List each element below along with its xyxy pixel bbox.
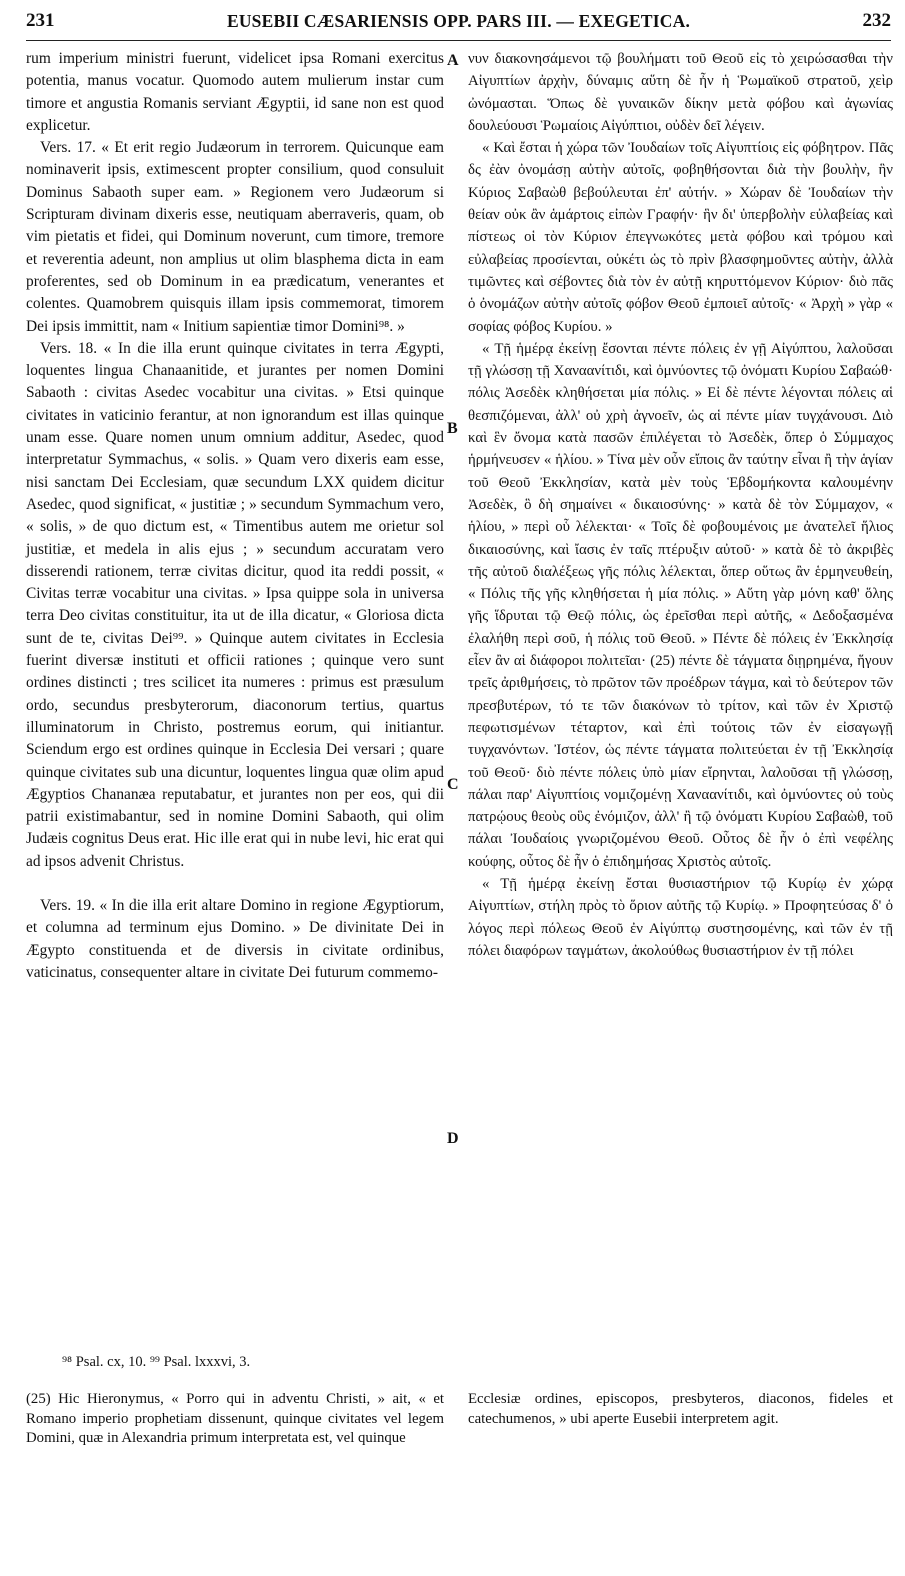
page-number-left: 231 [26, 10, 55, 31]
greek-paragraph: « Τῇ ἡμέρᾳ ἐκείνῃ ἔσται θυσιαστήριον τῷ Κυρίῳ ἐν χώρᾳ Αἰγυπτίων, στήλη πρὸς τὸ ὅριον αὐτῆς τῷ Κυρίῳ. » Προφητεύσας δ' ὁ λόγος περὶ πόλεως Θεοῦ ἐν Αἰγύπτῳ συστησομένης, καὶ τῶν ἐν τῇ πόλει διαφόρων ταγμάτων, ἀκολούθως θυσιαστήριον ἐν τῇ πόλει [468, 875, 893, 959]
greek-paragraph: « Καὶ ἔσται ἡ χώρα τῶν Ἰουδαίων τοῖς Αἰγυπτίοις εἰς φόβητρον. Πᾶς δς ἐὰν ὀνομάσῃ αὐτὴν αὐτοῖς, φοβηθήσονται διὰ τὴν βουλὴν, ἣν Κύριος Σαβαὼθ βεβούλευται ἐπ' αὐτήν. » Χώραν δὲ Ἰουδαίων τὴν θείαν οὐκ ἂν ἁμάρτοις εἰπὼν Γραφήν· ἣν δι' ὑπερβολὴν εὐλαβείας καὶ πίστεως οἱ τὸν Κύριον ἐπεγνωκότες μετὰ φόβου καὶ τρόμου καὶ εὐλαβείας προσίενται, οὐκέτι ὡς τὸ πρὶν βλασφημοῦντες αὐτὴν, ἀλλὰ τιμῶντες καὶ σέβοντες διὰ τὸν ἐν αὐτῇ κηρυττόμενον Κύριον· διὸ πᾶς ὁ ὀνομάζων αὐτὴν αὐτοῖς φόβον Θεοῦ ἐμποιεῖ αὐτοῖς· « Ἀρχὴ » γὰρ « σοφίας φόβος Κυρίου. » [468, 140, 893, 335]
greek-paragraph: νυν διακονησάμενοι τῷ βουλήματι τοῦ Θεοῦ εἰς τὸ χειρώσασθαι τὴν Αἰγυπτίων ἀρχὴν, δύναμις αὕτη δὲ ἦν ἡ Ῥωμαϊκοῦ στρατοῦ, χεὶρ ὠνόμασται. Ὅπως δὲ γυναικῶν δίκην μετὰ φόβου καὶ ἀγωνίας δουλεύουσι Ῥωμαίοις Αἰγύπτιοι, οὐδὲν δεῖ λέγειν. [468, 51, 893, 134]
greek-paragraph: « Τῇ ἡμέρᾳ ἐκείνῃ ἔσονται πέντε πόλεις ἐν γῇ Αἰγύπτου, λαλοῦσαι τῇ γλώσσῃ τῇ Χαναανίτιδι, καὶ ὀμνύοντες τῷ ὀνόματι Κυρίου Σαβαώθ· πόλις Ἀσεδὲκ κληθήσεται μία πόλις. » Εἰ δὲ πέντε λέγονται πόλεις αἱ θεσπιζόμεναι, ἀλλ' οὐ χρὴ ἀγνοεῖν, ὡς αἱ πέντε μίαν τυγχάνουσι. Διὸ καὶ ἓν ὄνομα κατὰ πασῶν ἐπιλέγεται τὸ Ἀσεδὲκ, ὅπερ ὁ Σύμμαχος ἡρμήνευσεν « ἡλίου. » Τίνα μὲν οὖν εἴποις ἂν ταύτην εἶναι ἢ τὴν ἁγίαν τοῦ Θεοῦ Ἐκκλησίαν, κατὰ μὲν τοὺς Ἑβδομήκοντα καλουμένην Ἀσεδὲκ, ὃ δὴ σημαίνει « δικαιοσύνης· » κατὰ δὲ τὸν Σύμμαχον, « ἡλίου, » περὶ οὗ λέλεκται· « Τοῖς δὲ φοβουμένοις με ἀνατελεῖ ἥλιος δικαιοσύνης, καὶ ἴασις ἐν ταῖς πτέρυξιν αὐτοῦ· » κατὰ δὲ τὸ ἀκριβὲς τῆς αὐτοῦ διαλέξεως γῆς πόλις λέλεκται, ὅπερ οὕτως ἂν ἑρμηνευθείη, « Πόλις τῆς γῆς κληθήσεται ἡ μία πόλις. » Αὕτη γὰρ μόνη καθ' ὅλης γῆς ἵδρυται τῷ Θεῷ πόλις, ὡς ἐρεῖσθαι περὶ αὐτῆς, « Δεδοξασμένα ἐλαλήθη περὶ σοῦ, ἡ πόλις τοῦ Θεοῦ. » Πέντε δὲ πόλεις ἐν Ἐκκλησίᾳ εἶεν ἂν αἱ διάφοροι πολιτεῖαι· (25) πέντε δὲ τάγματα διῃρημένα, ἥγουν τρεῖς ἀριθμήσεις, τὸ πρῶτον τῶν προέδρων τάγμα, καὶ τὸ δεύτερον τῶν πρεσβυτέρων, τό τε τῶν διακόνων τὸ τρίτον, καὶ τῶν ἐν Χριστῷ πεφωτισμένων τέταρτον, καὶ ἐπὶ τούτοις τῶν ἐν εἰσαγωγῇ τυγχανόντων. Ἰστέον, ὡς πέντε τάγματα πολιτεύεται ἐν τῇ Ἐκκλησίᾳ τοῦ Θεοῦ· διὸ πέντε πόλεις ὑπὸ μίαν εἴρηνται, λαλοῦσαι τῇ γλώσσῃ, πάλαι παρ' Αἰγυπτίοις νομιζομένῃ Χαναανίτιδι, καὶ ὀμνύοντες οὐ τοὺς πατρῴους θεοὺς οὓς ἐνόμιζον, ἀλλ' ἢ τῷ ὀνόματι Κυρίου Σαβαὼθ, τοῦ πάλαι Ἰουδαίοις γνωριζομένου Θεοῦ. Οὗτος δὲ ἦν ὁ ἐπὶ νεφέλης κούφης, οὗτος δὲ ἦν ὁ ἐπιδημήσας Χριστὸς αὐτοῖς. [468, 340, 893, 870]
latin-paragraph: Vers. 19. « In die illa erit altare Domino in regione Ægyptiorum, et columna ad terminum ejus Domino. » De divinitate Dei in Ægypto constituenda et de diversis in civitate ordinibus, vaticinatus, consequenter altare in civitate Dei futurum commemo- [26, 896, 444, 981]
greek-column [468, 48, 893, 962]
running-header [26, 6, 891, 41]
latin-paragraph: rum imperium ministri fuerunt, videlicet ipsa Romani exercitus potentia, manus vocatur. Quomodo autem mulierum instar cum timore et angustia Romanis serviant Ægyptii, id sane non est quod explicetur. [26, 50, 444, 134]
running-title: EUSEBII CÆSARIENSIS OPP. PARS III. — EXEGETICA. [226, 11, 691, 31]
latin-paragraph: Vers. 18. « In die illa erunt quinque civitates in terra Ægypti, loquentes lingua Chanaanitide, et jurantes per nomen Domini Sabaoth : civitas Asedec vocabitur una civitas. » Etsi quinque civitates in vaticinio ferantur, at non ignorandum est illas quinque unam esse. Quare nomen unum omnium additur, Asedec, quod interpretatur Symmachus, « solis. » Quam vero dixeris eam esse, nisi sanctam Dei Ecclesiam, quæ secundum LXX quidem dicitur Asedec, quod significat, « justitiæ ; » secundum Symmachum vero, « solis, » de quo dictum est, « Timentibus autem me orietur sol justitiæ, et medela in alis ejus ; » secundum accuratam vero disserendi rationem, terræ civitas dicitur, quod ita reddi possit, « Civitas terræ vocabitur una civitas. » Ipsa quippe sola in universa terra Deo civitas constituitur, ita ut de illa dicatur, « Gloriosa dicta sunt de te, civitas Dei⁹⁹. » Quinque autem civitates in Ecclesia fuerint diversæ instituti et officii rationes ; quinque vero sunt ordines distincti ; tres scilicet ita numeres : primus est præsulum ordo, secundus presbyterorum, diaconorum tertius, quartus illuminatorum in Christo, postremus eorum, qui initiantur. Sciendum ergo est ordines quinque in Ecclesia Dei versari ; quare quinque civitates sub una dicuntur, loquentes lingua quæ olim apud Ægyptios Chananæa reputabatur, et jurantes non per eos, qui dii patrii existimabantur, sed in nomine Domini Sabaoth, qui olim Judæis cognitus Deus erat. Hic ille erat qui in nube levi, hic erat qui ad ipsos advenit Christus. [26, 339, 444, 870]
page-number-right: 232 [862, 10, 891, 31]
margin-letter: C [447, 776, 459, 793]
editor-note-right: Ecclesiæ ordines, episcopos, presbyteros, diaconos, fideles et catechumenos, » ubi aperte Eusebii interpretem agit. [468, 1391, 893, 1427]
margin-letter: A [447, 52, 459, 69]
latin-column [26, 48, 444, 984]
footnote-references: ⁹⁸ Psal. cx, 10. ⁹⁹ Psal. lxxxvi, 3. [62, 1354, 251, 1370]
latin-paragraph: Vers. 17. « Et erit regio Judæorum in terrorem. Quicunque eam nominaverit ipsis, extimescent propter consilium, quod consuluit Dominus Sabaoth super eam. » Regionem vero Judæorum si Scripturam divinam dixeris esse, neutiquam aberraveris, quam, ob vim pietatis et fidei, qui Dominum noverunt, cum timore, tremore et reverentia adeunt, non amplius ut olim blasphema dicta in eam proferentes, sed ob Dominum in ea prædicatum, venerantes et colentes. Quamobrem quisquis illam ipsis commemorat, timorem Dei ipsis immittit, nam « Initium sapientiæ timor Domini⁹⁸. » [26, 139, 444, 335]
editor-note-left: (25) Hic Hieronymus, « Porro qui in adventu Christi, » ait, « et Romano imperio prophetiam dissenunt, quinque civitates vel legem Domini, quæ in Alexandria primum interpretata est, vel quinque [26, 1391, 444, 1447]
margin-letter: B [447, 420, 458, 437]
margin-letter: D [447, 1130, 459, 1147]
